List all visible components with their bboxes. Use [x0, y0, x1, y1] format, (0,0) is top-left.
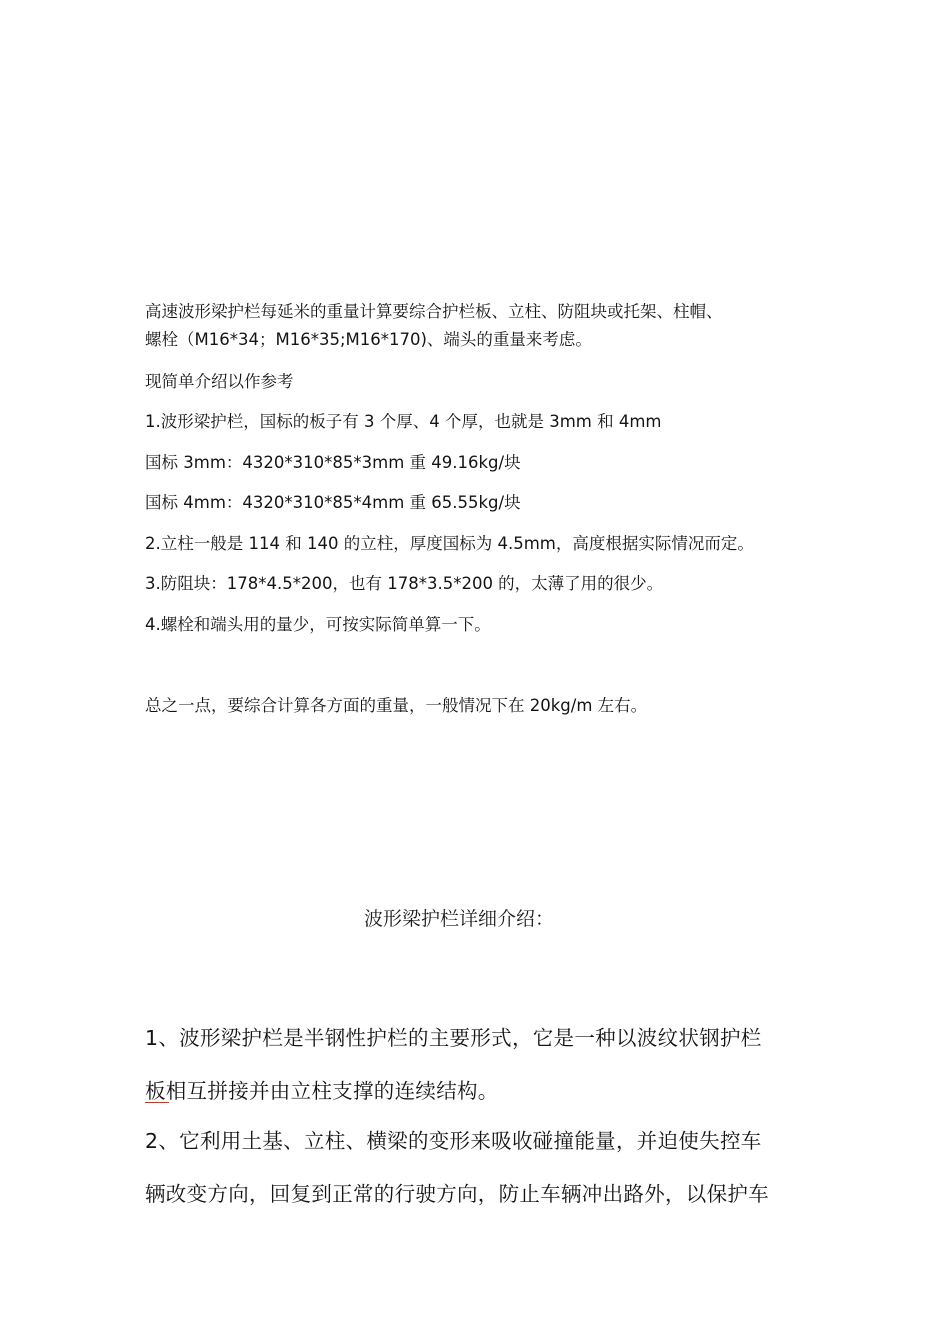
lead-text: 现简单介绍以作参考 [145, 372, 294, 391]
detail-line-4: 辆改变方向，回复到正常的行驶方向，防止车辆冲出路外，以保护车 [145, 1182, 769, 1206]
item-1-spec-4mm: 国标 4mm：4320*310*85*4mm 重 65.55kg/块 [145, 493, 521, 512]
item-4: 4.螺栓和端头用的量少，可按实际简单算一下。 [145, 615, 491, 634]
summary-text: 总之一点，要综合计算各方面的重量，一般情况下在 20kg/m 左右。 [145, 696, 648, 715]
intro-line-2: 螺栓（M16*34；M16*35;M16*170)、端头的重量来考虑。 [145, 330, 592, 349]
detail-line-1: 1、波形梁护栏是半钢性护栏的主要形式，它是一种以波纹状钢护栏 [145, 1026, 762, 1050]
item-1-spec-3mm: 国标 3mm：4320*310*85*3mm 重 49.16kg/块 [145, 453, 521, 472]
detail-line-2: 板相互拼接并由立柱支撑的连续结构。 [145, 1079, 499, 1103]
spellcheck-underline [145, 1102, 169, 1103]
item-3: 3.防阻块：178*4.5*200，也有 178*3.5*200 的，太薄了用的很少。 [145, 574, 664, 593]
detail-line-3: 2、它利用土基、立柱、横梁的变形来吸收碰撞能量，并迫使失控车 [145, 1129, 762, 1153]
intro-line-1: 高速波形梁护栏每延米的重量计算要综合护栏板、立柱、防阻块或托架、柱帽、 [145, 302, 723, 321]
item-2: 2.立柱一般是 114 和 140 的立柱，厚度国标为 4.5mm，高度根据实际情况而定。 [145, 534, 754, 553]
section-heading: 波形梁护栏详细介绍： [364, 908, 555, 930]
item-1: 1.波形梁护栏，国标的板子有 3 个厚、4 个厚，也就是 3mm 和 4mm [145, 412, 662, 431]
